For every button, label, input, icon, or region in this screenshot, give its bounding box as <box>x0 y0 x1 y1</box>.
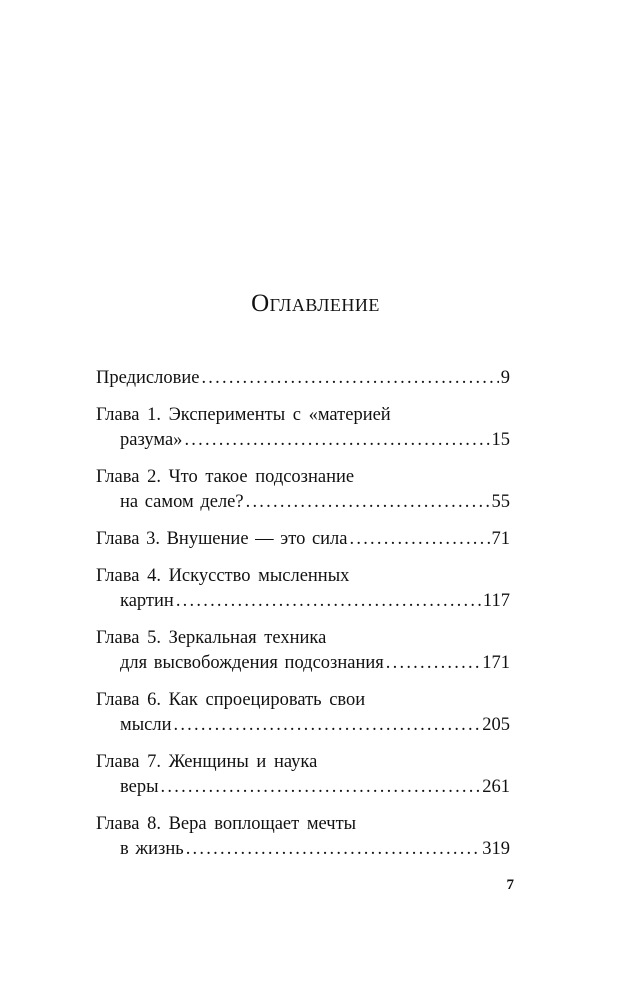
toc-entry-page: 261 <box>482 777 510 797</box>
toc-entry-preface[interactable] <box>96 366 510 391</box>
toc-entry-title-continued: в жизнь <box>120 839 184 859</box>
toc-entry-title-continued: мысли <box>120 715 172 735</box>
toc-entry-chapter-8[interactable] <box>96 812 510 862</box>
toc-entry-title: Глава 2. Что такое подсознание <box>96 467 355 487</box>
toc-entry-page: 117 <box>482 591 510 611</box>
toc-entry-chapter-6[interactable] <box>96 688 510 738</box>
toc-entry-page: 9 <box>500 368 510 388</box>
toc-entry-page: 171 <box>482 653 510 673</box>
dot-leader <box>186 837 481 862</box>
toc-entry-title: Глава 3. Внушение — это сила <box>96 529 348 549</box>
page-title: Оглавление <box>251 290 380 317</box>
dot-leader <box>176 589 481 614</box>
toc-entry-page: 15 <box>491 430 510 450</box>
toc-entry-page: 71 <box>491 529 510 549</box>
toc-entry-title-continued: для высвобождения подсознания <box>120 653 384 673</box>
toc-entry-title: Предисловие <box>96 368 200 388</box>
dot-leader <box>201 366 498 391</box>
toc-entry-chapter-4[interactable] <box>96 564 510 614</box>
toc-entry-chapter-2[interactable] <box>96 465 510 515</box>
toc-entry-page: 319 <box>482 839 510 859</box>
toc-entry-title: Глава 7. Женщины и наука <box>96 752 318 772</box>
toc-entry-title: Глава 4. Искусство мысленных <box>96 566 350 586</box>
dot-leader <box>161 775 481 800</box>
toc-entry-page: 205 <box>482 715 510 735</box>
toc-entry-title-continued: на самом деле? <box>120 492 244 512</box>
toc-entry-chapter-7[interactable] <box>96 750 510 800</box>
table-of-contents <box>96 366 510 874</box>
toc-entry-title-continued: разума» <box>120 430 183 450</box>
toc-entry-chapter-3[interactable] <box>96 527 510 552</box>
toc-entry-title: Глава 5. Зеркальная техника <box>96 628 327 648</box>
toc-entry-page: 55 <box>491 492 510 512</box>
dot-leader <box>184 428 489 453</box>
dot-leader <box>173 713 480 738</box>
toc-entry-title: Глава 6. Как спроецировать свои <box>96 690 366 710</box>
toc-entry-title: Глава 8. Вера воплощает мечты <box>96 814 357 834</box>
dot-leader <box>386 651 480 676</box>
toc-entry-chapter-5[interactable] <box>96 626 510 676</box>
dot-leader <box>246 490 490 515</box>
toc-entry-title: Глава 1. Эксперименты с «материей <box>96 405 391 425</box>
toc-entry-title-continued: веры <box>120 777 159 797</box>
page-number: 7 <box>506 877 514 893</box>
dot-leader <box>350 527 490 552</box>
toc-entry-chapter-1[interactable] <box>96 403 510 453</box>
toc-entry-title-continued: картин <box>120 591 174 611</box>
